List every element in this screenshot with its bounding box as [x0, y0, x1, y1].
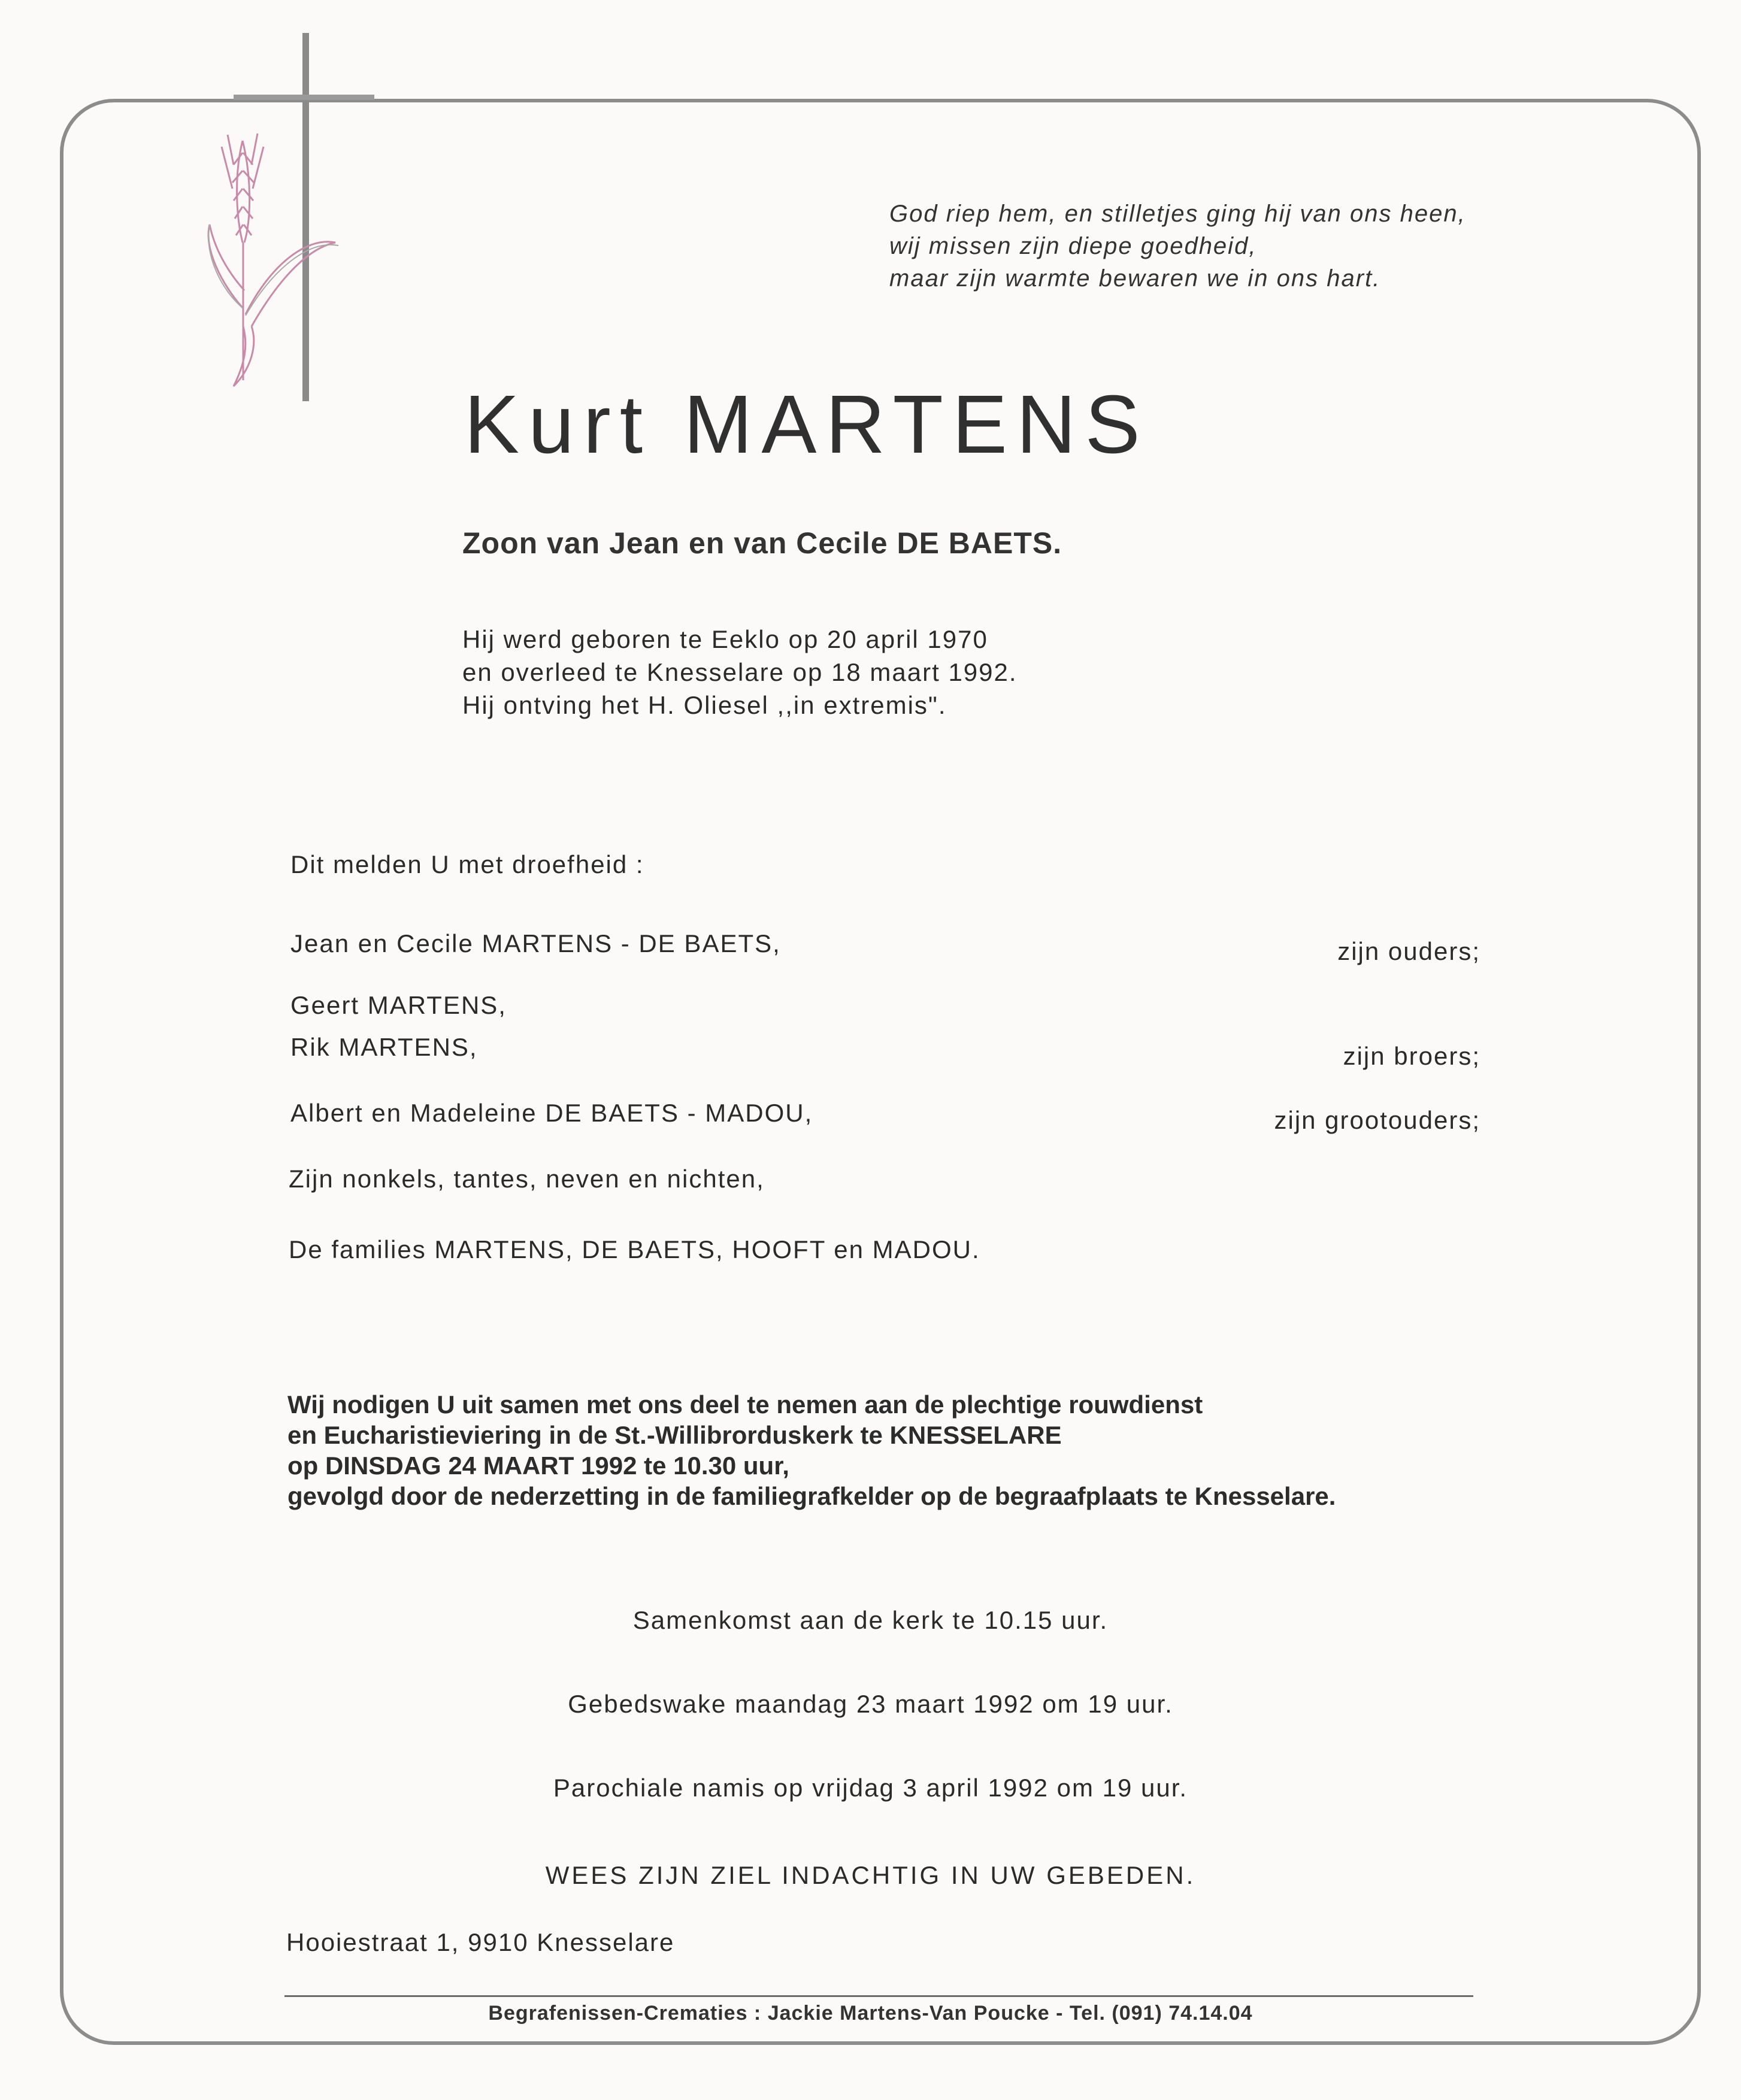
footer-divider: [284, 1995, 1473, 1997]
gathering-time: Samenkomst aan de kerk te 10.15 uur.: [632, 1606, 1109, 1634]
bio-line: Hij werd geboren te Eeklo op 20 april 1970: [462, 625, 988, 653]
deceased-name: Kurt MARTENS: [464, 378, 1149, 471]
family-names: Zijn nonkels, tantes, neven en nichten,: [289, 1165, 765, 1193]
bio-line: Hij ontving het H. Oliesel ,,in extremis".: [462, 691, 947, 719]
mass-time: Parochiale namis op vrijdag 3 april 1992 om 19 uur.: [553, 1774, 1188, 1802]
family-relation: zijn ouders;: [1337, 937, 1480, 965]
parents-line: Zoon van Jean en van Cecile DE BAETS.: [462, 526, 1062, 560]
cross-horizontal-bar: [234, 95, 374, 100]
invitation-line: Wij nodigen U uit samen met ons deel te nemen aan de plechtige rouwdienst: [287, 1390, 1203, 1419]
family-relation: zijn grootouders;: [1274, 1106, 1480, 1134]
family-names: Geert MARTENS,: [290, 991, 507, 1019]
announcement-intro: Dit melden U met droefheid :: [290, 850, 644, 878]
invitation-line: en Eucharistieviering in de St.-Willibrorduskerk te KNESSELARE: [287, 1421, 1062, 1449]
family-names: Rik MARTENS,: [290, 1033, 478, 1061]
bio-line: en overleed te Knesselare op 18 maart 1992.: [462, 658, 1018, 686]
poem-line: wij missen zijn diepe goedheid,: [889, 233, 1257, 259]
invitation-line: gevolgd door de nederzetting in de familiegrafkelder op de begraafplaats te Knesselare.: [287, 1482, 1336, 1510]
invitation-text: [287, 1389, 1336, 1511]
closing-prayer: WEES ZIJN ZIEL INDACHTIG IN UW GEBEDEN.: [545, 1861, 1196, 1889]
family-names: De families MARTENS, DE BAETS, HOOFT en MADOU.: [289, 1235, 980, 1263]
poem-line: God riep hem, en stilletjes ging hij van ons heen,: [889, 201, 1466, 227]
poem-line: maar zijn warmte bewaren we in ons hart.: [889, 265, 1381, 292]
invitation-line: op DINSDAG 24 MAART 1992 te 10.30 uur,: [287, 1451, 789, 1480]
biography: [462, 623, 1018, 722]
family-address: Hooiestraat 1, 9910 Knesselare: [286, 1928, 675, 1956]
funeral-director-footer: Begrafenissen-Crematies : Jackie Martens-Van Poucke - Tel. (091) 74.14.04: [488, 2002, 1253, 2025]
family-relation: zijn broers;: [1343, 1042, 1480, 1070]
family-names: Albert en Madeleine DE BAETS - MADOU,: [290, 1099, 813, 1127]
vigil-time: Gebedswake maandag 23 maart 1992 om 19 uur.: [568, 1690, 1173, 1718]
wheat-ear-icon: [186, 129, 341, 392]
memorial-poem: [889, 198, 1466, 295]
family-names: Jean en Cecile MARTENS - DE BAETS,: [290, 929, 781, 957]
